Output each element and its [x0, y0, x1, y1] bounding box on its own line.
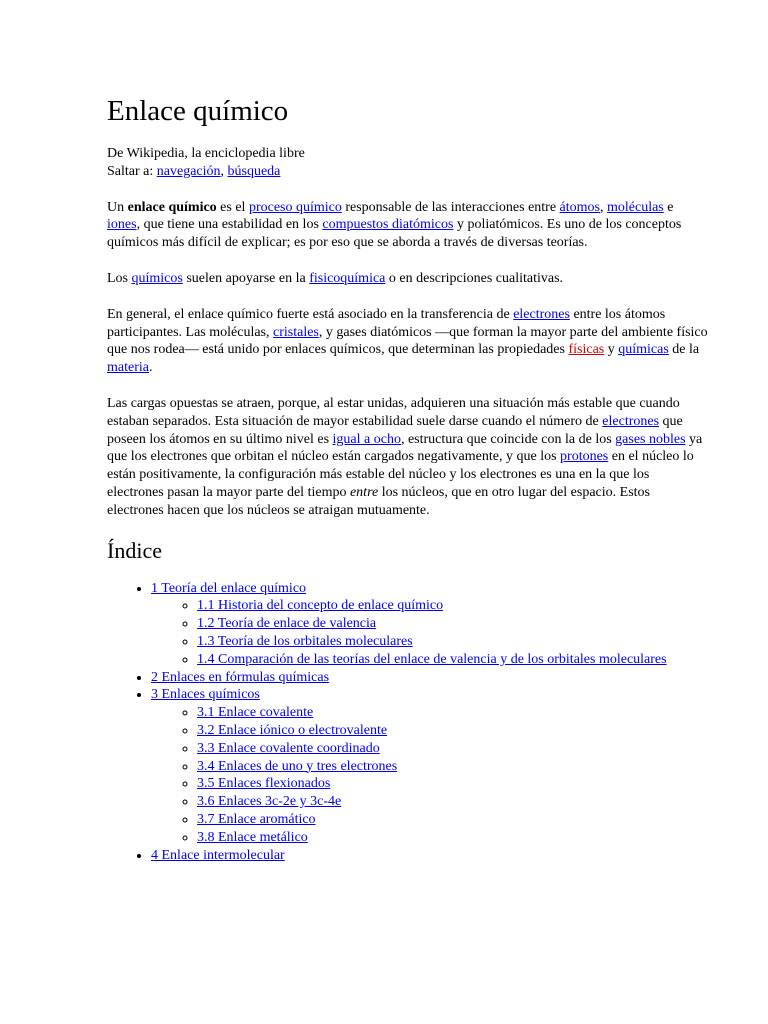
- emphasis: entre: [349, 484, 379, 500]
- link-compuestos-diatomicos[interactable]: compuestos diatómicos: [322, 217, 454, 233]
- toc-item: [151, 669, 708, 687]
- toc-subitem: [197, 811, 708, 829]
- jump-links: [107, 163, 708, 181]
- link-iones[interactable]: iones: [107, 217, 137, 233]
- toc-heading: Índice: [107, 537, 162, 563]
- jump-search-link[interactable]: búsqueda: [227, 163, 281, 179]
- text: En general, el enlace químico fuerte está asociado en la transferencia de: [107, 306, 514, 322]
- paragraph-cargas: [107, 395, 708, 520]
- toc-subitem: [197, 651, 708, 669]
- link-fisicas[interactable]: físicas: [568, 342, 605, 358]
- link-quimicos[interactable]: químicos: [131, 270, 183, 286]
- toc-link-1[interactable]: 1 Teoría del enlace químico: [151, 580, 307, 596]
- text: los núcleos, que en otro lugar del espacio. Estos electrones hacen que los núcleos se atraigan mutuamente.: [107, 484, 650, 518]
- link-quimicas[interactable]: químicas: [618, 342, 669, 358]
- text: y: [604, 342, 619, 358]
- text: e: [663, 199, 674, 215]
- text: Los: [107, 270, 132, 286]
- toc-link-3[interactable]: 3 Enlaces químicos: [151, 687, 260, 703]
- toc-link-3-8[interactable]: 3.8 Enlace metálico: [197, 829, 308, 845]
- table-of-contents: [107, 580, 708, 865]
- jump-separator: ,: [220, 163, 228, 179]
- link-electrones-2[interactable]: electrones: [602, 413, 660, 429]
- text: .: [148, 360, 153, 376]
- toc-link-3-4[interactable]: 3.4 Enlaces de uno y tres electrones: [197, 758, 398, 774]
- toc-subitem: [197, 704, 708, 722]
- toc-subitem: [197, 775, 708, 793]
- toc-link-3-2[interactable]: 3.2 Enlace iónico o electrovalente: [197, 722, 388, 738]
- link-materia[interactable]: materia: [107, 360, 149, 376]
- text: en el núcleo lo están positivamente, la configuración más estable del núcleo y los electrones es una en la que los electrones pasan la mayor parte del tiempo: [107, 449, 694, 500]
- link-protones[interactable]: protones: [560, 449, 609, 465]
- jump-prefix: Saltar a:: [107, 163, 157, 179]
- text: suelen apoyarse en la: [182, 270, 310, 286]
- toc-subitem: [197, 829, 708, 847]
- text: que poseen los átomos en su último nivel es: [107, 413, 683, 447]
- toc-link-2[interactable]: 2 Enlaces en fórmulas químicas: [151, 669, 330, 685]
- text: , que tiene una estabilidad en los: [136, 217, 323, 233]
- toc-sublist: [151, 704, 708, 846]
- link-proceso-quimico[interactable]: proceso químico: [248, 199, 342, 215]
- toc-item: [151, 686, 708, 846]
- text: y poliatómicos. Es uno de los conceptos químicos más difícil de explicar; es por eso que se aborda a través de diversas teorías.: [107, 217, 682, 251]
- link-cristales[interactable]: cristales: [273, 324, 319, 340]
- site-subtitle: De Wikipedia, la enciclopedia libre: [107, 146, 305, 161]
- intro-paragraph: [107, 199, 708, 252]
- text: responsable de las interacciones entre: [341, 199, 560, 215]
- text: ya que los electrones que orbitan el núcleo están cargados negativamente, y que los: [107, 431, 703, 465]
- toc-subitem: [197, 722, 708, 740]
- text: Las cargas opuestas se atraen, porque, al estar unidas, adquieren una situación más estable que cuando estaban separados. Esta situación de mayor estabilidad suele darse cuando el número de: [107, 395, 680, 429]
- text: , estructura que coincide con la de los: [400, 431, 616, 447]
- jump-navigation-link[interactable]: navegación: [156, 163, 221, 179]
- link-electrones[interactable]: electrones: [513, 306, 570, 322]
- link-atomos[interactable]: átomos: [559, 199, 600, 215]
- toc-subitem: [197, 740, 708, 758]
- text: , y gases diatómicos —que forman la mayor parte del ambiente físico que nos rodea— está unido por enlaces químicos, que determinan las propiedades: [107, 324, 708, 358]
- toc-link-4[interactable]: 4 Enlace intermolecular: [151, 847, 285, 863]
- toc-link-3-7[interactable]: 3.7 Enlace aromático: [197, 811, 316, 827]
- toc-link-3-6[interactable]: 3.6 Enlaces 3c-2e y 3c-4e: [197, 794, 342, 810]
- text: ,: [600, 199, 607, 215]
- text: o en descripciones cualitativas.: [385, 270, 564, 286]
- text: es el: [216, 199, 249, 215]
- toc-link-1-2[interactable]: 1.2 Teoría de enlace de valencia: [197, 616, 377, 632]
- link-moleculas[interactable]: moléculas: [607, 199, 664, 215]
- toc-link-3-1[interactable]: 3.1 Enlace covalente: [197, 705, 314, 721]
- link-igual-a-ocho[interactable]: igual a ocho: [332, 431, 401, 447]
- toc-link-3-3[interactable]: 3.3 Enlace covalente coordinado: [197, 740, 380, 756]
- text: Un: [107, 199, 128, 215]
- paragraph-quimicos: [107, 270, 708, 288]
- text: de la: [668, 342, 700, 358]
- toc-subitem: [197, 597, 708, 615]
- link-gases-nobles[interactable]: gases nobles: [615, 431, 686, 447]
- toc-link-1-4[interactable]: 1.4 Comparación de las teorías del enlace de valencia y de los orbitales moleculares: [197, 651, 667, 667]
- toc-link-3-5[interactable]: 3.5 Enlaces flexionados: [197, 776, 331, 792]
- toc-subitem: [197, 633, 708, 651]
- toc-subitem: [197, 615, 708, 633]
- text: entre los átomos participantes. Las moléculas,: [107, 306, 666, 340]
- bold-term: enlace químico: [127, 199, 217, 215]
- toc-item: [151, 847, 708, 865]
- paragraph-general: [107, 306, 708, 377]
- toc-sublist: [151, 597, 708, 668]
- toc-subitem: [197, 793, 708, 811]
- page-title: Enlace químico: [107, 95, 289, 127]
- link-fisicoquimica[interactable]: fisicoquímica: [309, 270, 386, 286]
- toc-subitem: [197, 758, 708, 776]
- toc-link-1-1[interactable]: 1.1 Historia del concepto de enlace químico: [197, 598, 444, 614]
- toc-item: [151, 580, 708, 669]
- toc-link-1-3[interactable]: 1.3 Teoría de los orbitales moleculares: [197, 633, 413, 649]
